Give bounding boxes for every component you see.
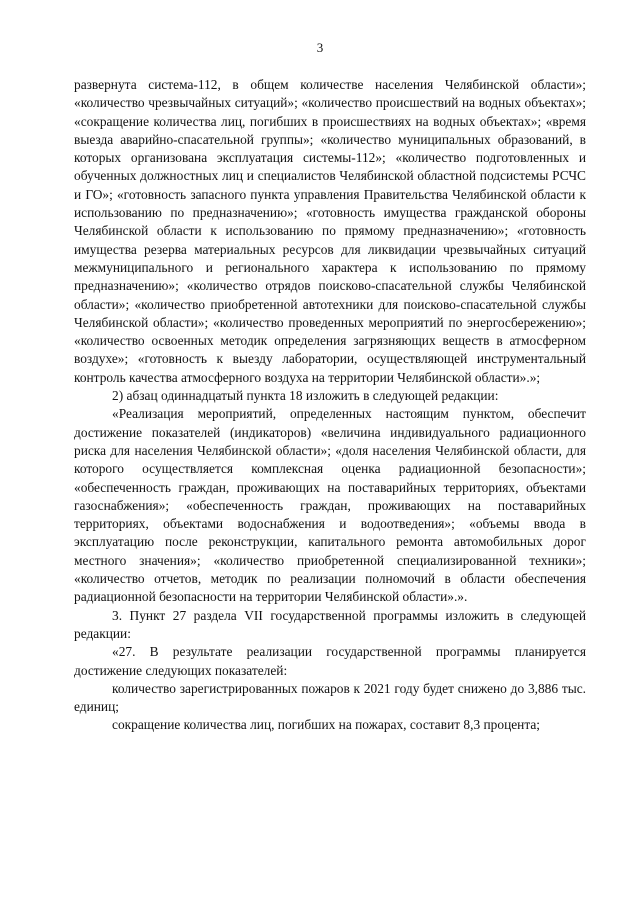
paragraph-fire-deaths: сокращение количества лиц, погибших на пожарах, составит 8,3 процента; <box>112 717 541 733</box>
document-body <box>74 76 586 735</box>
paragraph-point-27: «27. В результате реализации государственной программы планируется достижение следующих показателей: <box>74 644 586 678</box>
paragraph-fires-count: количество зарегистрированных пожаров к 2021 году будет снижено до 3,886 тыс. единиц; <box>74 680 586 715</box>
paragraph-radiation-indicators: «Реализация мероприятий, определенных настоящим пунктом, обеспечит достижение показателей (индикаторов) «величина индивидуального радиационного риска для населения Челябинской области»; «доля населения Челябинской области, для которого осуществляется комплексная оценка радиационной безопасности»; «обеспеченность граждан, проживающих на поставарийных территориях, объектами газоснабжения»; «обеспеченность граждан, проживающих на поставарийных территориях, объектами водоснабжения и водоотведения»; «объемы ввода в эксплуатацию после реконструкции, капитального ремонта автомобильных дорог местного значения»; «количество приобретенной специализированной техники»; «количество отчетов, методик по реализации полномочий в области обеспечения радиационной безопасности на территории Челябинской области».». <box>74 406 586 605</box>
paragraph-item-2: 2) абзац одиннадцатый пункта 18 изложить в следующей редакции: <box>112 388 499 404</box>
paragraph-item-3: 3. Пункт 27 раздела VII государственной программы изложить в следующей редакции: <box>74 607 586 641</box>
paragraph-indicators-continued: развернута система-112, в общем количестве населения Челябинской области»; «количество чрезвычайных ситуаций»; «количество происшествий на водных объектах»; «сокращение количества лиц, погибших в происшествиях на водных объектах»; «время выезда аварийно-спасательной группы»; «количество муниципальных образований, в которых организована эксплуатация системы-112»; «количество подготовленных и обученных должностных лиц и специалистов Челябинской областной подсистемы РСЧС и ГО»; «готовность запасного пункта управления Правительства Челябинской области к использованию по предназначению»; «готовность имущества гражданской обороны Челябинской области к использованию по прямому предназначению»; «готовность имущества резерва материальных ресурсов для ликвидации чрезвычайных ситуаций межмуниципального и регионального характера к использованию по прямому предназначению»; «количество отрядов поисково-спасательной службы Челябинской области»; «количество приобретенной автотехники для поисково-спасательной службы Челябинской области»; «количество проведенных мероприятий по энергосбережению»; «количество освоенных методик определения загрязняющих веществ в атмосферном воздухе»; «готовность к выезду лаборатории, осуществляющей инструментальный контроль качества атмосферного воздуха на территории Челябинской области».»; <box>74 77 586 385</box>
page-number: 3 <box>316 40 324 55</box>
